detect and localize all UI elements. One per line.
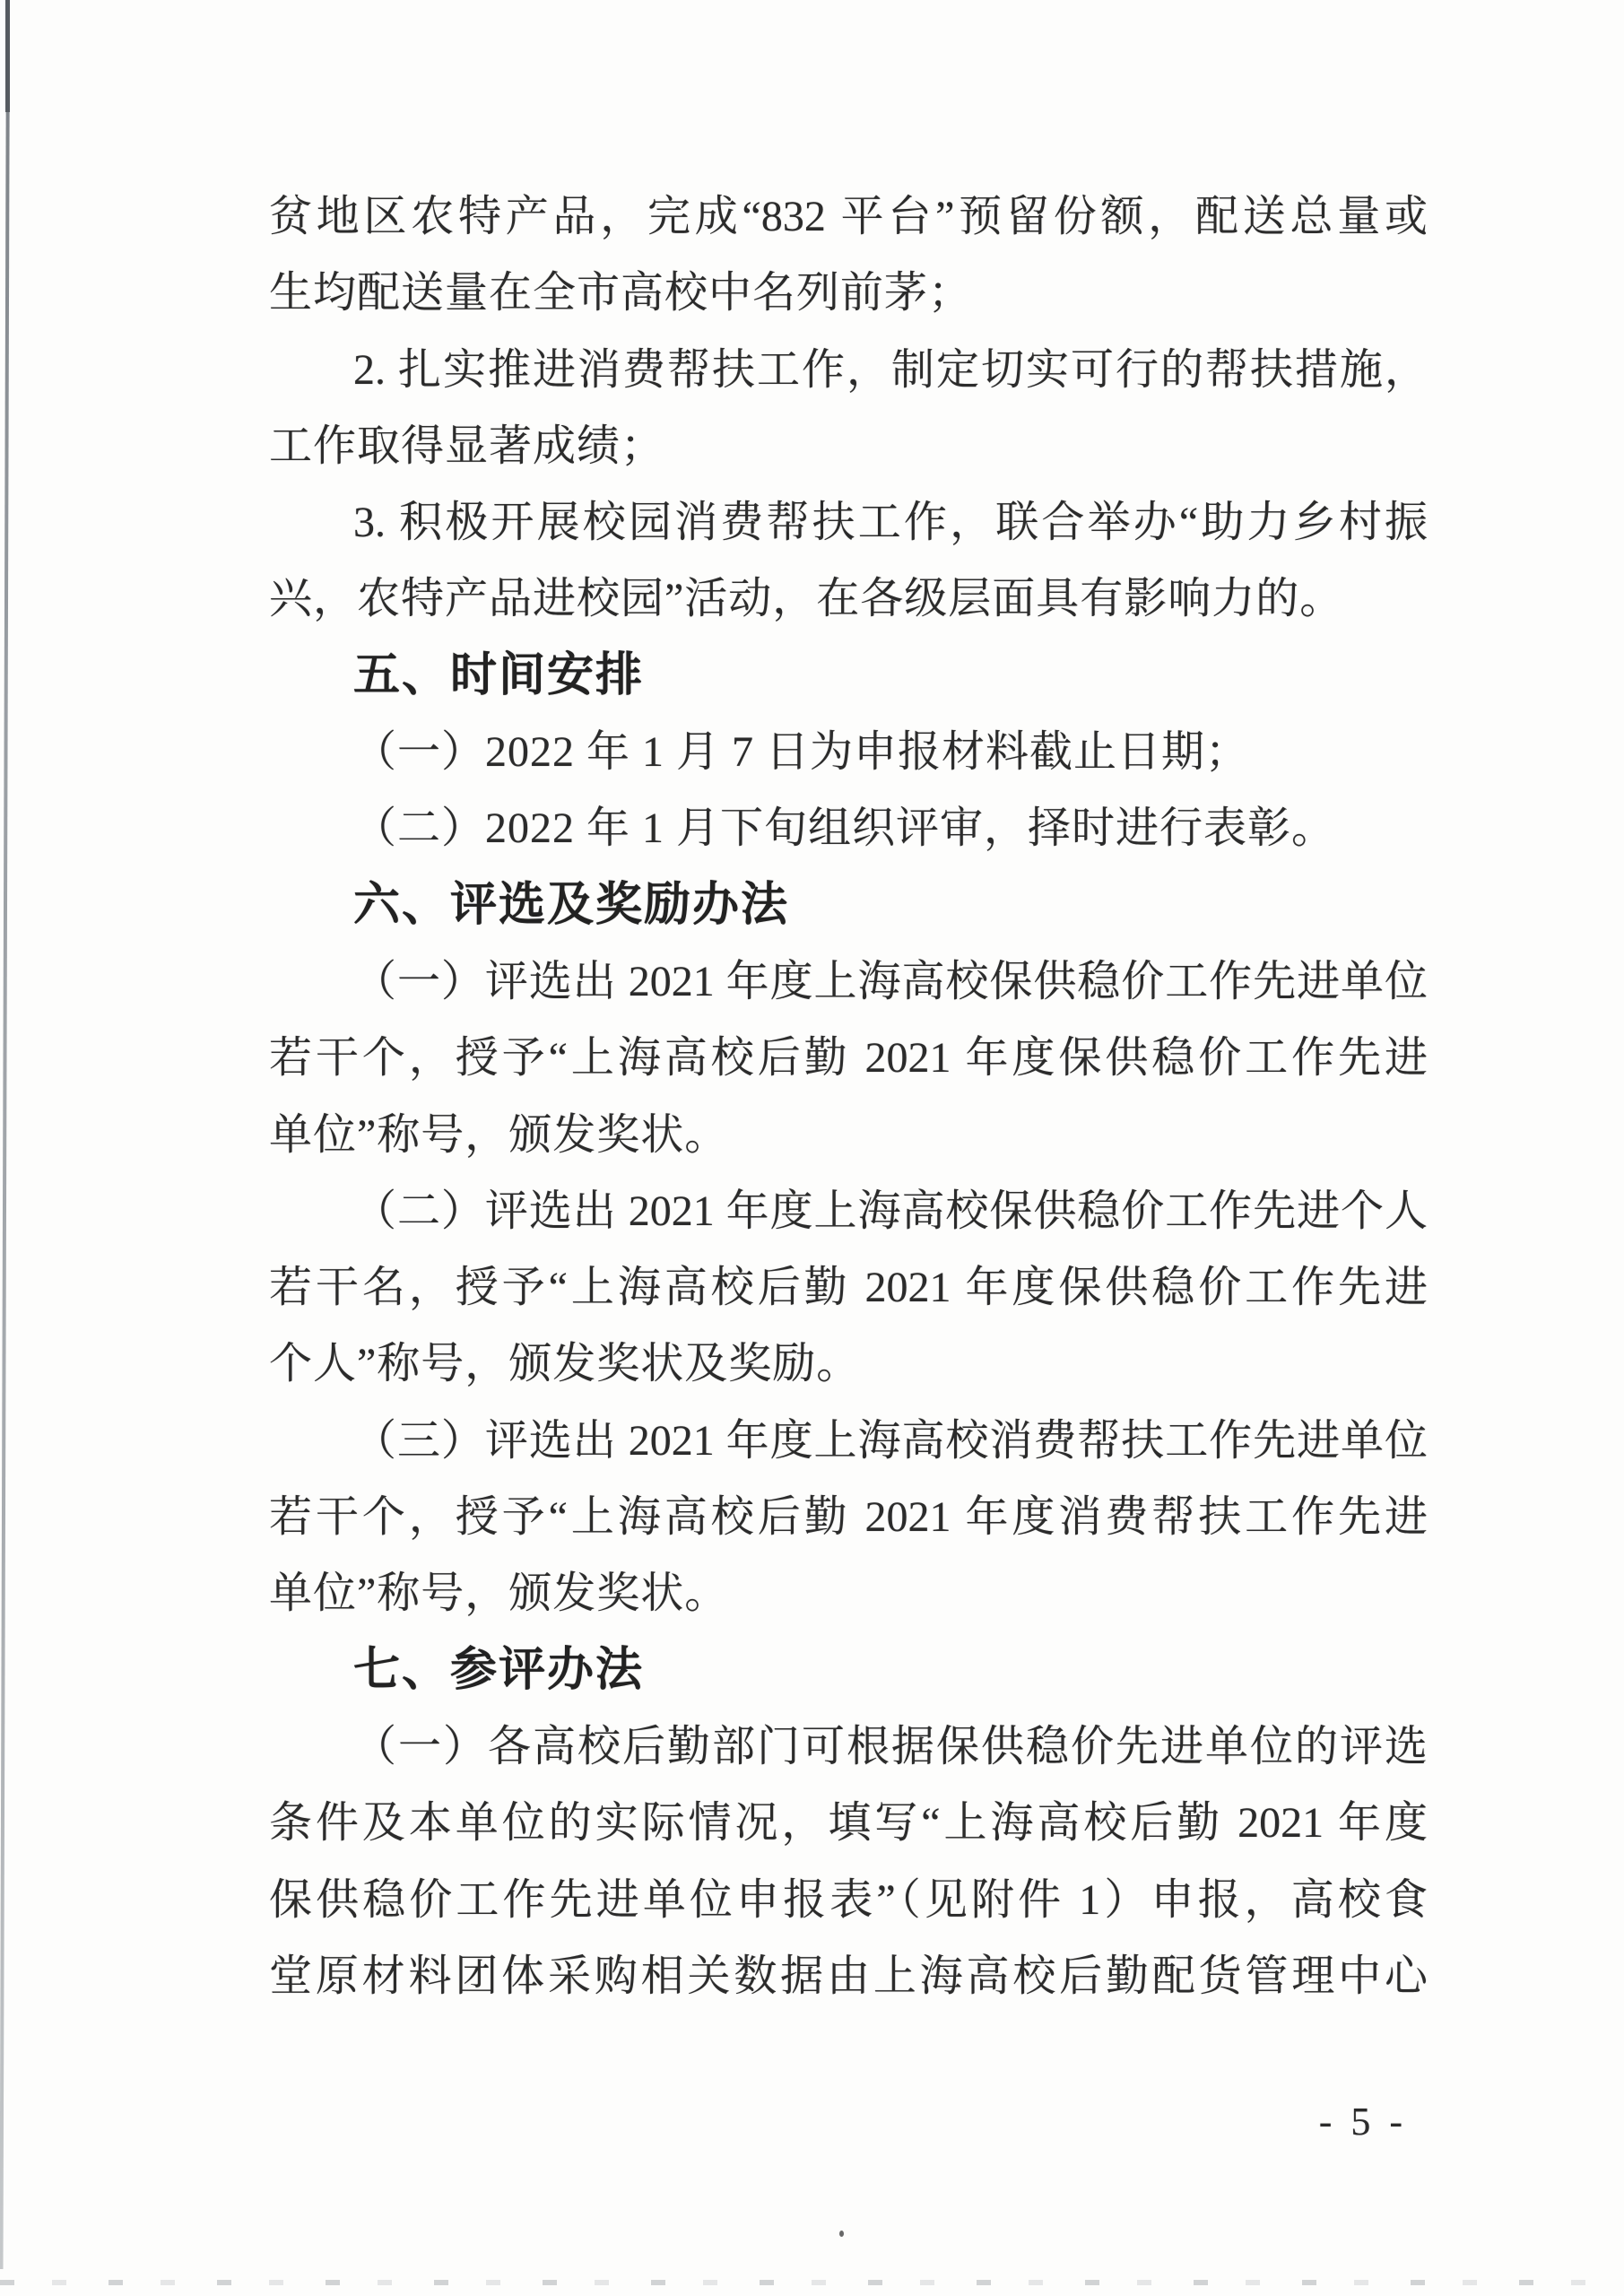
text-line: 生均配送量在全市高校中名列前茅； (269, 269, 973, 317)
page-number: - 5 - (1318, 2100, 1407, 2144)
bottom-edge-scan-artifact (0, 2280, 1624, 2285)
scan-speck-dot (839, 2231, 844, 2237)
section-heading: 五、时间安排 (353, 648, 645, 701)
text-line: 若干名，授予“上海高校后勤 2021 年度保供稳价工作先进 (269, 1264, 1428, 1312)
text-line: 兴，农特产品进校园”活动，在各级层面具有影响力的。 (269, 575, 1344, 623)
text-line: 个人”称号，颁发奖状及奖励。 (269, 1340, 861, 1388)
document-text-block (269, 178, 1428, 2014)
text-line: （二）评选出 2021 年度上海高校保供稳价工作先进个人 (353, 1187, 1428, 1235)
text-line: 单位”称号，颁发奖状。 (269, 1110, 729, 1159)
text-line: 堂原材料团体采购相关数据由上海高校后勤配货管理中心 (269, 1952, 1428, 2000)
text-line: 若干个，授予“上海高校后勤 2021 年度消费帮扶工作先进 (269, 1493, 1428, 1542)
text-line: 贫地区农特产品，完成“832 平台”预留份额，配送总量或 (269, 193, 1428, 240)
text-line: 保供稳价工作先进单位申报表”（见附件 1）申报，高校食 (269, 1875, 1428, 1924)
text-line: 3. 积极开展校园消费帮扶工作，联合举办“助力乡村振 (353, 499, 1428, 547)
text-line: （一）各高校后勤部门可根据保供稳价先进单位的评选 (353, 1722, 1428, 1770)
text-line: （二）2022 年 1 月下旬组织评审，择时进行表彰。 (353, 804, 1336, 853)
section-heading: 七、参评办法 (353, 1643, 645, 1696)
text-line: 若干个，授予“上海高校后勤 2021 年度保供稳价工作先进 (269, 1034, 1428, 1083)
text-line: 工作取得显著成绩； (269, 422, 665, 470)
text-line: 2. 扎实推进消费帮扶工作，制定切实可行的帮扶措施， (353, 345, 1428, 394)
left-edge-scan-artifact-dark-top (5, 0, 10, 112)
left-edge-scan-artifact (0, 0, 10, 2269)
text-line: （一）2022 年 1 月 7 日为申报材料截止日期； (353, 728, 1250, 777)
text-line: （三）评选出 2021 年度上海高校消费帮扶工作先进单位 (353, 1416, 1428, 1465)
text-line: 单位”称号，颁发奖状。 (269, 1570, 729, 1618)
section-heading: 六、评选及奖励办法 (353, 878, 790, 931)
text-line: 条件及本单位的实际情况，填写“上海高校后勤 2021 年度 (269, 1799, 1428, 1848)
text-line: （一）评选出 2021 年度上海高校保供稳价工作先进单位 (353, 957, 1428, 1005)
